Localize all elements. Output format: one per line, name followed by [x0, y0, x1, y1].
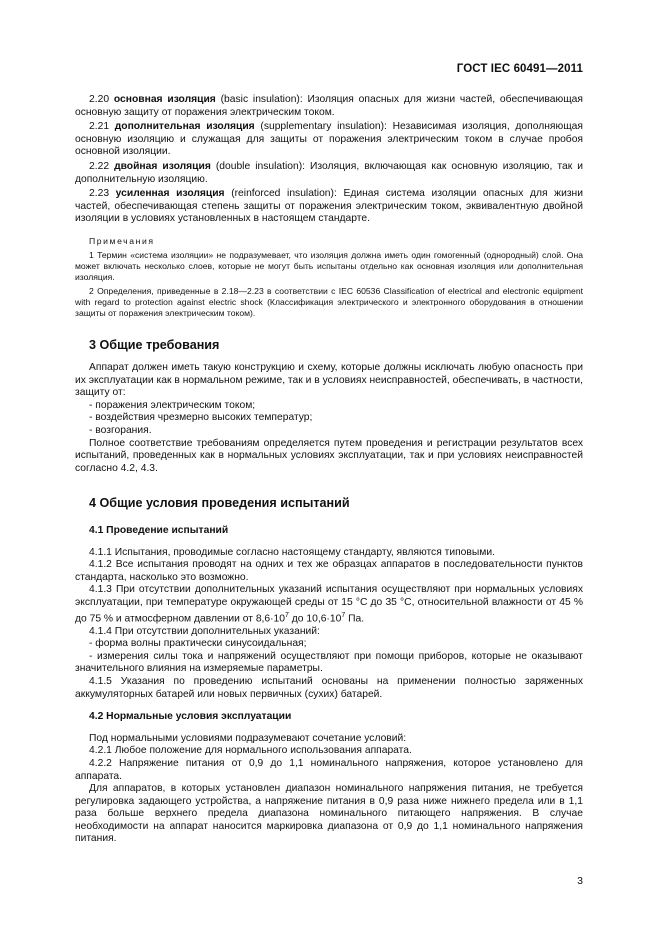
document-header-id: ГОСТ IEC 60491—2011	[456, 63, 583, 75]
para-4-1-1: 4.1.1 Испытания, проводимые согласно настоящему стандарту, являются типовыми.	[89, 546, 495, 558]
para-4-2: Под нормальными условиями подразумевают сочетание условий:	[89, 732, 407, 744]
bullet-4-1-4-b: - измерения силы тока и напряжений осуществляют при помощи приборов, которые не оказывают значительного влияния на измеряемые параметры.	[75, 650, 583, 675]
definition-2-22: 2.22 двойная изоляция (double insulation): Изоляция, включающая как основную изоляцию, так и дополнительную изоляцию.	[75, 160, 583, 185]
subsection-4-1-heading: 4.1 Проведение испытаний	[89, 525, 229, 536]
section-3-para-1: Аппарат должен иметь такую конструкцию и схему, которые должны исключать любую опасность при их эксплуатации как в нормальном режиме, так и в условиях неисправностей, обеспечивать, в частности, защиту от:	[75, 362, 583, 399]
para-4-2-2-b: Для аппаратов, в которых установлен диапазон номинального напряжения питания, не требуется регулировка задающего устройства, а напряжение питания в 0,9 раза ниже нижнего предела или в 1,1 раза больше верхнего предела диапазона номинального питающего напряжения. В случае необходимости на аппарат наносится маркировка диапазона от 0,9 до 1,1 номинального напряжения питания.	[75, 783, 583, 845]
notes-title: Примечания	[89, 236, 155, 246]
definitions-block	[75, 94, 583, 226]
section-3-para-2: Полное соответствие требованиям определяется путем проведения и регистрации результатов всех испытаний, проведенных как в нормальных условиях эксплуатации, так и при условиях неисправностей согласно 4.2, 4.3.	[75, 437, 583, 474]
section-3-bullet-1: - поражения электрическим током;	[89, 399, 256, 411]
definition-2-21: 2.21 дополнительная изоляция (supplementary insulation): Независимая изоляция, дополняющая основную изоляцию и служащая для защиты от поражения электрическим током в случае пробоя основной изоляции.	[75, 121, 583, 158]
section-4-heading: 4 Общие условия проведения испытаний	[89, 496, 350, 510]
section-3-bullet-2: - воздействия чрезмерно высоких температур;	[89, 412, 313, 424]
section-3	[75, 338, 583, 475]
para-4-2-1: 4.2.1 Любое положение для нормального использования аппарата.	[89, 745, 412, 757]
section-3-heading: 3 Общие требования	[89, 338, 220, 352]
bullet-4-1-4-a: - форма волны практически синусоидальная;	[89, 638, 307, 650]
section-4	[75, 496, 583, 846]
notes-block	[75, 236, 583, 319]
para-4-1-3: 4.1.3 При отсутствии дополнительных указаний испытания осуществляют при нормальных условиях эксплуатации, при температуре окружающей среды от 15 °С до 35 °С, относительной влажности от 45 % до 75 % и атмосферном давлении от $8,6\cdot 10^7$ до $10,6\cdot 10^7$ Па.	[75, 584, 583, 624]
definition-2-20: 2.20 основная изоляция (basic insulation): Изоляция опасных для жизни частей, обеспечивающая основную защиту от поражения электрическим током.	[75, 94, 583, 118]
note-1: 1 Термин «система изоляции» не подразумевает, что изоляция должна иметь один гомогенный (однородный) слой. Она может включать несколько слоев, которые не могут быть испытаны отдельно как основная изоляция или дополнительная изоляция.	[75, 250, 583, 282]
para-4-1-5: 4.1.5 Указания по проведению испытаний основаны на применении полностью заряженных аккумуляторных батарей или новых первичных (сухих) батарей.	[75, 675, 583, 700]
definition-2-23: 2.23 усиленная изоляция (reinforced insulation): Единая система изоляции опасных для жизни частей, обеспечивающая степень защиты от поражения электрическим током, эквивалентную двойной изоляции в условиях установленных в настоящем стандарте.	[75, 188, 583, 225]
para-4-2-2: 4.2.2 Напряжение питания от 0,9 до 1,1 номинального напряжения, которое установлено для аппарата.	[75, 757, 583, 782]
para-4-1-4: 4.1.4 При отсутствии дополнительных указаний:	[89, 625, 320, 637]
page-number: 3	[577, 875, 583, 887]
note-2: 2 Определения, приведенные в 2.18—2.23 в соответствии с IEC 60536 Classification of electrical and electronic equipment with regard to protection against electric shock (Классификация электрического и электронного оборудования в отношении защиты от поражения электрическим током).	[75, 286, 583, 318]
section-3-bullet-3: - возгорания.	[89, 424, 152, 436]
para-4-1-2: 4.1.2 Все испытания проводят на одних и тех же образцах аппаратов в последовательности пунктов стандарта, насколько это возможно.	[75, 559, 583, 583]
subsection-4-2-heading: 4.2 Нормальные условия эксплуатации	[89, 711, 292, 723]
